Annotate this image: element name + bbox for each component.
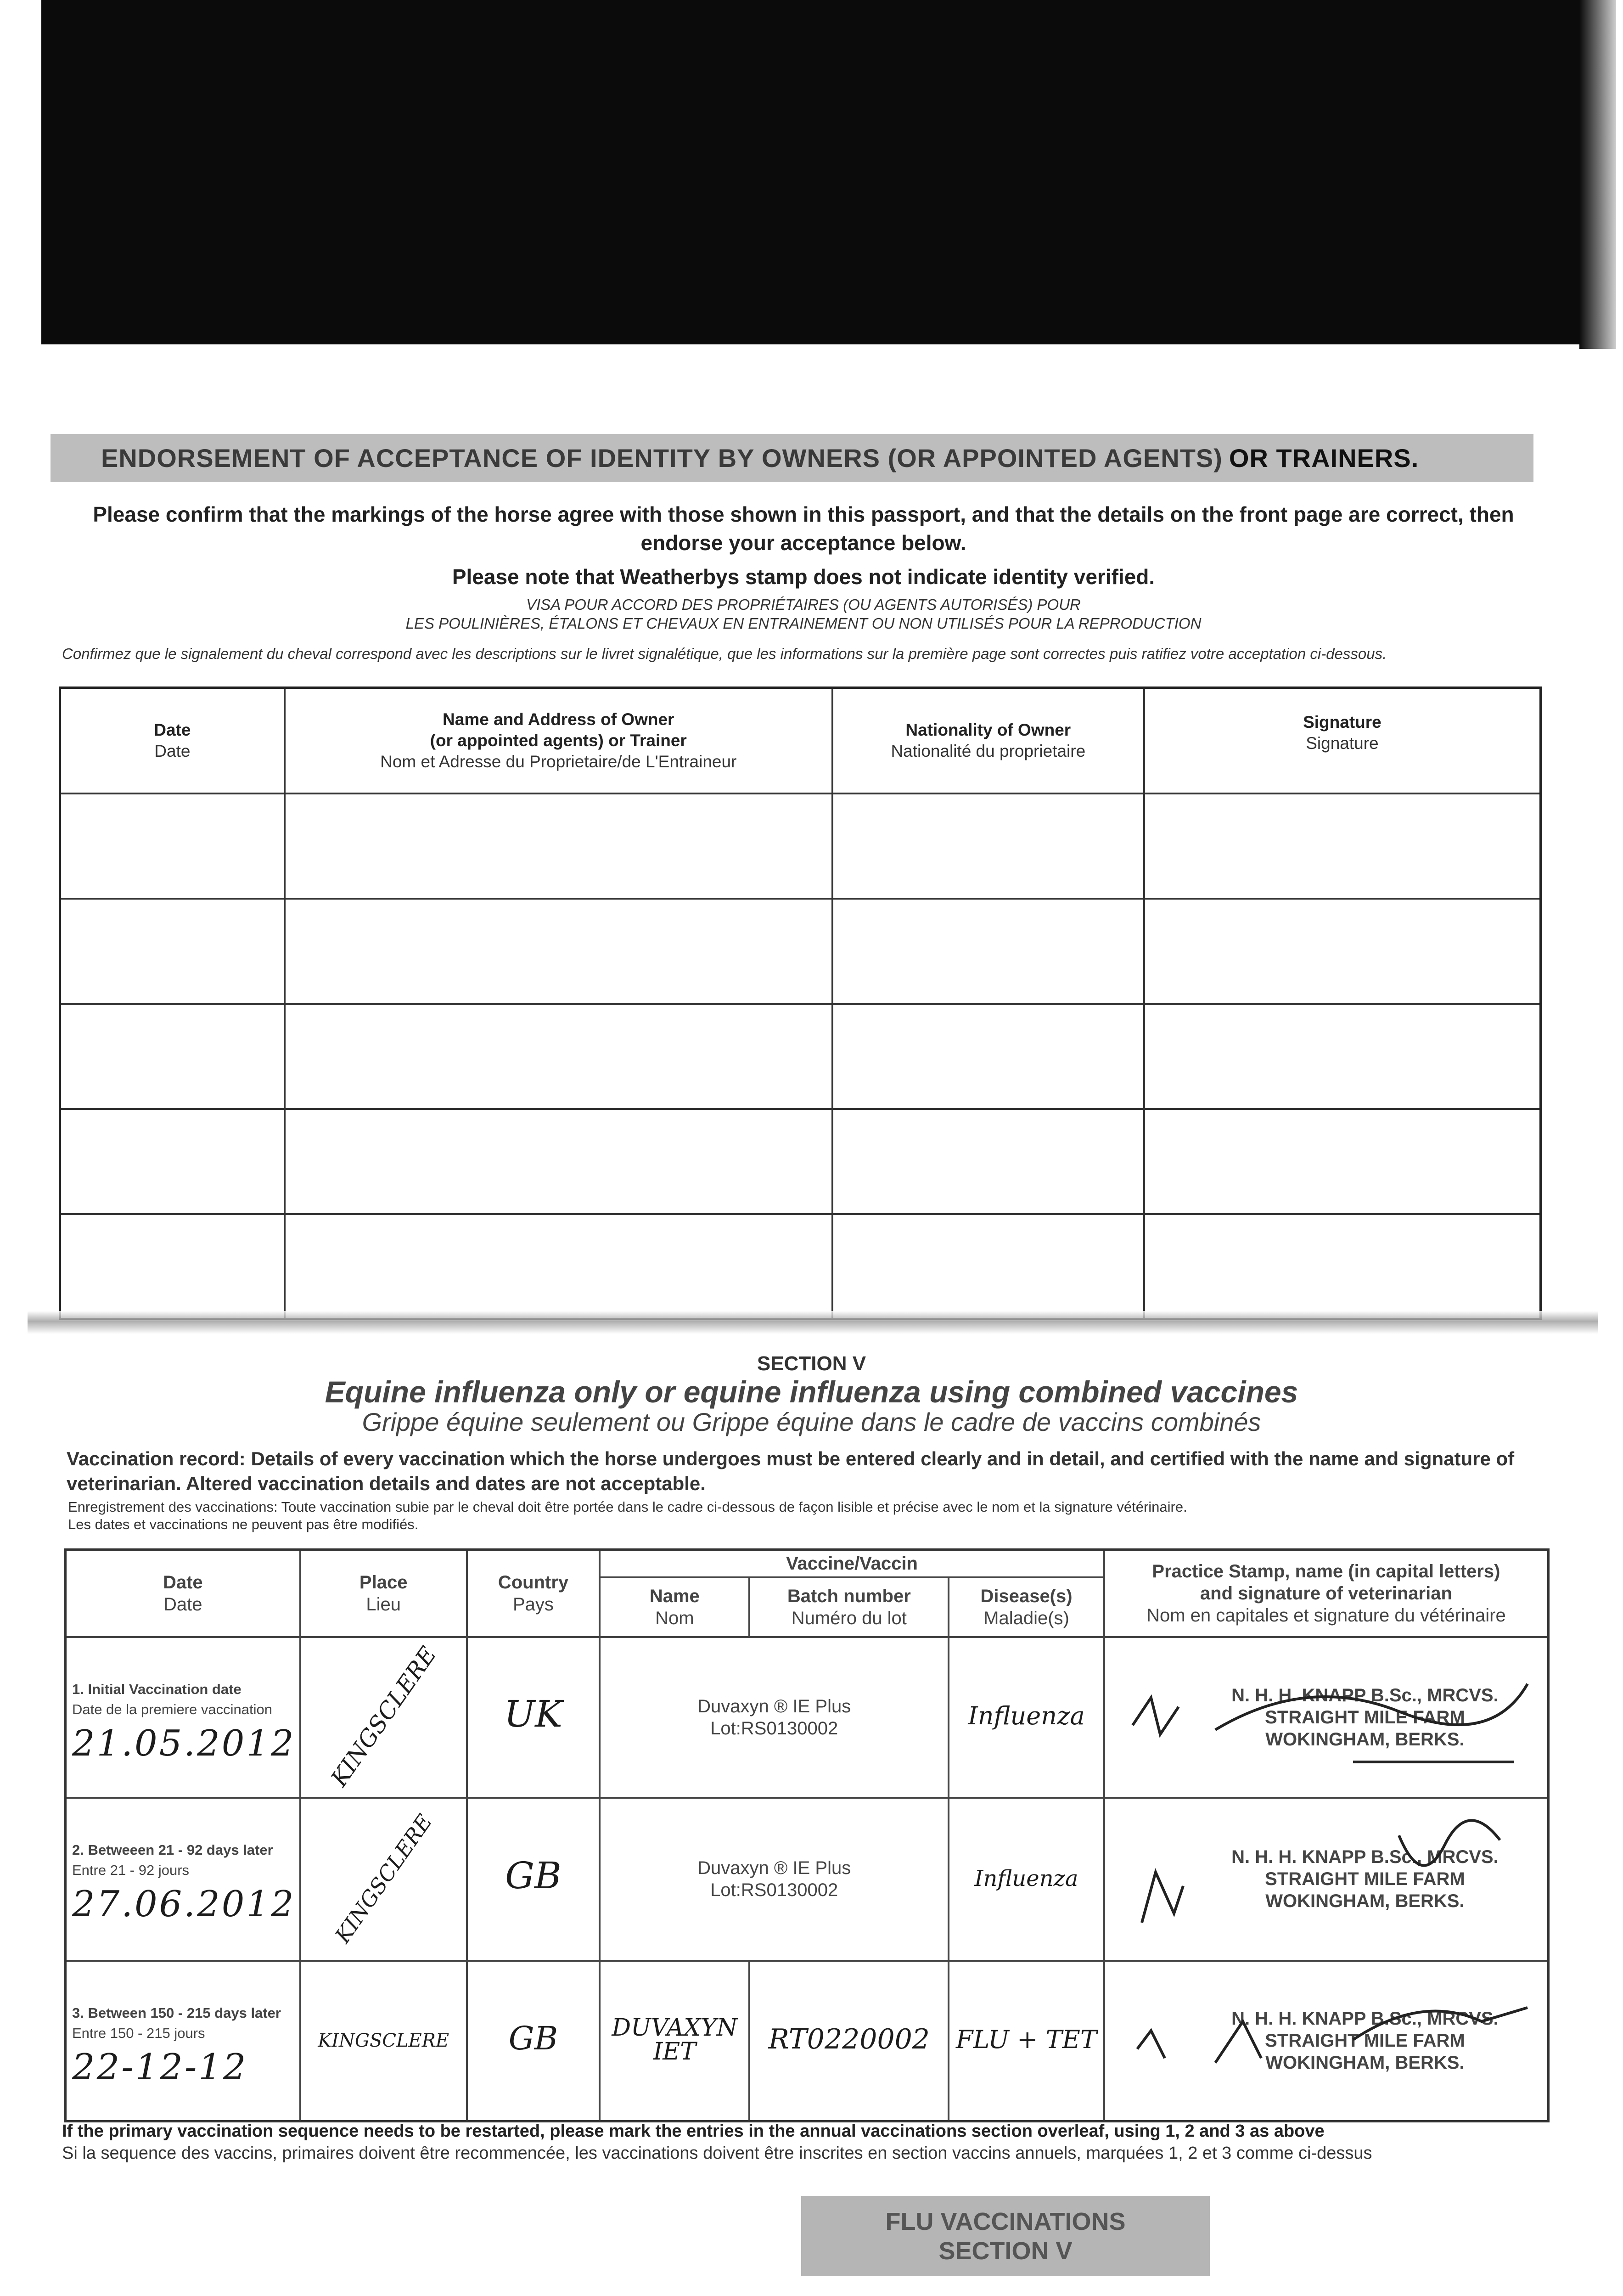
cell-date[interactable] — [60, 1004, 285, 1109]
section-label: SECTION V — [757, 1352, 866, 1375]
disease-value: Influenza — [968, 1701, 1085, 1730]
cell-signature[interactable] — [1144, 793, 1541, 899]
header-batch: Batch number Numéro du lot — [749, 1577, 949, 1637]
record-fr-line-1: Enregistrement des vaccinations: Toute vaccination subie par le cheval doit être portée dans le cadre ci-dessous de façon lisible et précise avec le nom et la signature vétérinaire. — [68, 1499, 1187, 1515]
stamp-cell[interactable] — [1104, 1798, 1549, 1961]
cell-owner[interactable] — [285, 1109, 832, 1214]
vaccination-record-french — [68, 1498, 1537, 1533]
batch-cell[interactable] — [749, 1961, 949, 2122]
vaccine-batch-cell[interactable] — [600, 1798, 949, 1961]
visa-line-2: LES POULINIÈRES, ÉTALONS ET CHEVAUX EN ENTRAINEMENT OU NON UTILISÉS POUR LA REPRODUCTION — [405, 615, 1202, 632]
endorsement-table — [59, 687, 1542, 1320]
country-value: GB — [505, 1854, 562, 1897]
endorsement-row — [60, 1214, 1541, 1319]
cell-owner[interactable] — [285, 1214, 832, 1319]
cell-signature[interactable] — [1144, 1214, 1541, 1319]
row-label: 1. Initial Vaccination date — [72, 1681, 241, 1697]
vaccination-date: 27.06.2012 — [72, 1883, 296, 1925]
row-date-cell[interactable] — [66, 1961, 300, 2122]
stamp-line-1: N. H. H. KNAPP B.Sc., MRCVS. — [1231, 1847, 1499, 1867]
row-label-fr: Date de la premiere vaccination — [72, 1701, 272, 1717]
vaccination-row — [66, 1798, 1549, 1961]
scan-artifact-bar — [28, 1311, 1598, 1334]
cell-nationality[interactable] — [832, 793, 1144, 899]
endorsement-row — [60, 1004, 1541, 1109]
confirm-french: Confirmez que le signalement du cheval correspond avec les descriptions sur le livret signalétique, que les informations sur la première page sont correctes puis ratifiez votre acceptation ci-dessous. — [62, 645, 1387, 662]
place-cell[interactable] — [300, 1637, 467, 1798]
vaccination-row — [66, 1637, 1549, 1798]
banner-tail-text: OR TRAINERS. — [1229, 444, 1419, 473]
section-title: Equine influenza only or equine influenza using combined vaccines — [325, 1375, 1298, 1409]
endorsement-banner — [51, 434, 1533, 482]
tab-line-1: FLU VACCINATIONS — [885, 2207, 1126, 2235]
header-country: Country Pays — [467, 1550, 600, 1637]
vaccine-name: Duvaxyn ® IE Plus — [697, 1696, 851, 1716]
cell-owner[interactable] — [285, 1004, 832, 1109]
confirm-line-1: Please confirm that the markings of the horse agree with those shown in this passport, and that the details on the front page are correct, then — [93, 502, 1514, 526]
vaccination-date: 21.05.2012 — [72, 1722, 296, 1764]
header-stamp: Practice Stamp, name (in capital letters) and signature of veterinarian Nom en capitales et signature du vétérinaire — [1104, 1550, 1549, 1637]
restart-note-fr: Si la sequence des vaccins, primaires doivent être recommencée, les vaccinations doivent être inscrites en section vaccins annuels, marquées 1, 2 et 3 comme ci-dessus — [62, 2144, 1372, 2163]
endorsement-header-row — [60, 688, 1541, 793]
cell-nationality[interactable] — [832, 1004, 1144, 1109]
vet-signature — [1123, 1817, 1537, 1955]
stamp-line-2: STRAIGHT MILE FARM — [1265, 1869, 1465, 1889]
redacted-block — [41, 0, 1612, 344]
header-owner: Name and Address of Owner (or appointed agents) or Trainer Nom et Adresse du Proprietaire/de L'Entraineur — [285, 688, 832, 793]
vaccine-name: DUVAXYN IET — [612, 2014, 738, 2066]
redacted-block-edge — [1579, 0, 1616, 349]
disease-cell[interactable] — [949, 1798, 1104, 1961]
header-date: Date Date — [60, 688, 285, 793]
stamp-line-2: STRAIGHT MILE FARM — [1265, 1707, 1465, 1728]
country-cell[interactable] — [467, 1637, 600, 1798]
cell-nationality[interactable] — [832, 1109, 1144, 1214]
restart-note-en: If the primary vaccination sequence needs to be restarted, please mark the entries in the annual vaccinations section overleaf, using 1, 2 and 3 as above — [62, 2122, 1325, 2141]
cell-date[interactable] — [60, 793, 285, 899]
stamp-line-3: WOKINGHAM, BERKS. — [1265, 1729, 1465, 1750]
stamp-line-3: WOKINGHAM, BERKS. — [1265, 2053, 1465, 2073]
vaccination-table — [64, 1548, 1550, 2122]
vaccine-name: Duvaxyn ® IE Plus — [697, 1858, 851, 1878]
cell-signature[interactable] — [1144, 1004, 1541, 1109]
stamp-cell[interactable] — [1104, 1961, 1549, 2122]
visa-line-1: VISA POUR ACCORD DES PROPRIÉTAIRES (OU AGENTS AUTORISÉS) POUR — [526, 596, 1081, 613]
cell-date[interactable] — [60, 899, 285, 1004]
cell-signature[interactable] — [1144, 1109, 1541, 1214]
batch-value: RT0220002 — [768, 2023, 930, 2055]
place-cell[interactable] — [300, 1798, 467, 1961]
header-place: Place Lieu — [300, 1550, 467, 1637]
stamp-line-2: STRAIGHT MILE FARM — [1265, 2031, 1465, 2051]
stamp-line-1: N. H. H. KNAPP B.Sc., MRCVS. — [1231, 2009, 1499, 2029]
cell-owner[interactable] — [285, 899, 832, 1004]
cell-owner[interactable] — [285, 793, 832, 899]
cell-nationality[interactable] — [832, 899, 1144, 1004]
header-signature: Signature Signature — [1144, 688, 1541, 793]
disease-value: FLU + TET — [956, 2025, 1097, 2054]
header-name: Name Nom — [600, 1577, 749, 1637]
header-date: Date Date — [66, 1550, 300, 1637]
vaccination-record-text: Vaccination record: Details of every vaccination which the horse undergoes must be entered clearly and in detail, and certified with the name and signature of veterinarian. Altered vaccination details and dates are not acceptable. — [67, 1448, 1515, 1494]
vaccine-lot: Lot:RS0130002 — [710, 1880, 838, 1900]
confirm-line-2: endorse your acceptance below. — [640, 531, 966, 555]
row-label: 3. Between 150 - 215 days later — [72, 2004, 281, 2021]
row-label-fr: Entre 150 - 215 jours — [72, 2025, 205, 2041]
cell-date[interactable] — [60, 1109, 285, 1214]
place-value: KINGSCLERE — [330, 1809, 437, 1947]
vaccine-batch-cell[interactable] — [600, 1637, 949, 1798]
vet-signature — [1123, 1656, 1537, 1794]
header-disease: Disease(s) Maladie(s) — [949, 1577, 1104, 1637]
row-label-fr: Entre 21 - 92 jours — [72, 1862, 190, 1878]
country-value: GB — [508, 2019, 558, 2057]
country-cell[interactable] — [467, 1961, 600, 2122]
header-vaccine: Vaccine/Vaccin — [600, 1550, 1104, 1577]
row-date-cell[interactable] — [66, 1637, 300, 1798]
cell-nationality[interactable] — [832, 1214, 1144, 1319]
record-fr-line-2: Les dates et vaccinations ne peuvent pas être modifiés. — [68, 1516, 419, 1532]
vaccination-date: 22-12-12 — [72, 2046, 248, 2088]
vaccine-name-cell[interactable] — [600, 1961, 749, 2122]
banner-main-text: ENDORSEMENT OF ACCEPTANCE OF IDENTITY BY OWNERS (OR APPOINTED AGENTS) — [101, 444, 1223, 473]
row-label: 2. Betweeen 21 - 92 days later — [72, 1841, 273, 1858]
vaccine-lot: Lot:RS0130002 — [710, 1718, 838, 1739]
flu-vaccinations-tab — [801, 2196, 1210, 2276]
header-nationality: Nationality of Owner Nationalité du proprietaire — [832, 688, 1144, 793]
place-cell[interactable] — [300, 1961, 467, 2122]
cell-signature[interactable] — [1144, 899, 1541, 1004]
vaccination-row — [66, 1961, 1549, 2122]
stamp-cell[interactable] — [1104, 1637, 1549, 1798]
endorsement-row — [60, 1109, 1541, 1214]
tab-line-2: SECTION V — [938, 2237, 1073, 2265]
section-subtitle: Grippe équine seulement ou Grippe équine dans le cadre de vaccins combinés — [362, 1407, 1261, 1436]
row-date-cell[interactable] — [66, 1798, 300, 1961]
endorsement-row — [60, 899, 1541, 1004]
endorsement-row — [60, 793, 1541, 899]
disease-cell[interactable] — [949, 1961, 1104, 2122]
cell-date[interactable] — [60, 1214, 285, 1319]
place-value: KINGSCLERE — [326, 1641, 442, 1791]
vet-signature — [1123, 1980, 1537, 2118]
disease-value: Influenza — [974, 1865, 1078, 1891]
country-cell[interactable] — [467, 1798, 600, 1961]
stamp-line-3: WOKINGHAM, BERKS. — [1265, 1891, 1465, 1911]
vaccination-header-row-1 — [66, 1550, 1549, 1577]
stamp-line-1: N. H. H. KNAPP B.Sc., MRCVS. — [1231, 1685, 1499, 1705]
country-value: UK — [504, 1692, 563, 1735]
place-value: KINGSCLERE — [318, 2030, 449, 2052]
disease-cell[interactable] — [949, 1637, 1104, 1798]
stamp-note: Please note that Weatherbys stamp does not indicate identity verified. — [452, 565, 1155, 589]
